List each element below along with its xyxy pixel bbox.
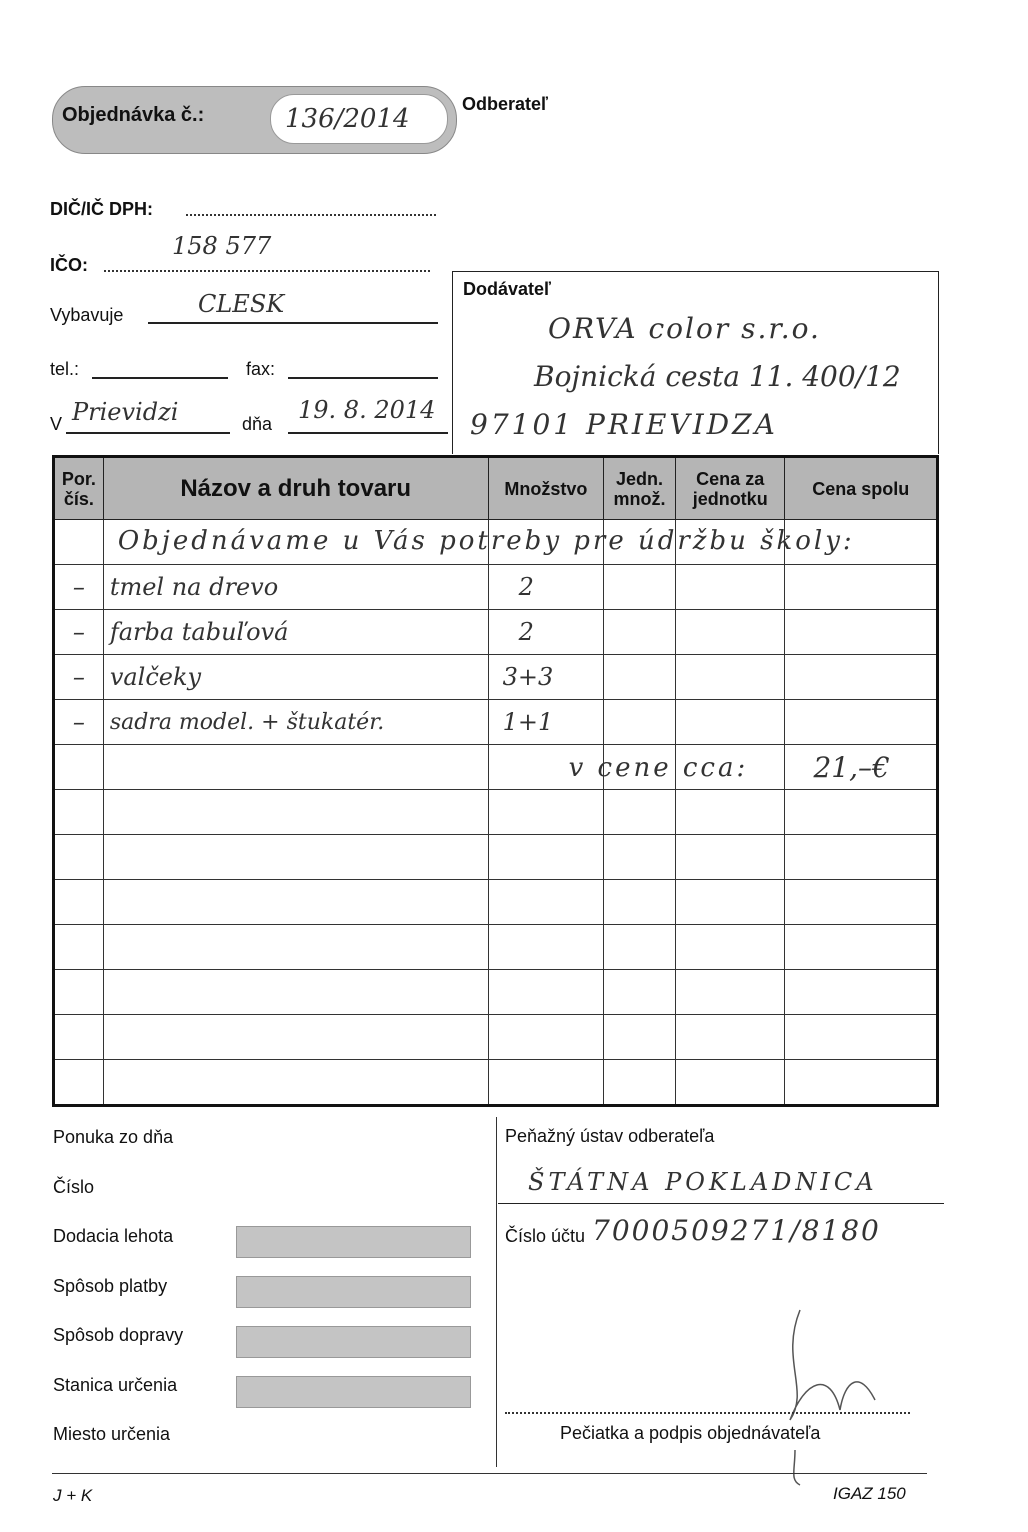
col-header-number: Por. čís. (54, 457, 104, 520)
col-header-unit-price: Cena za jednotku (675, 457, 785, 520)
table-row (54, 565, 938, 610)
table-row (54, 1015, 938, 1060)
order-number-label: Objednávka č.: (62, 104, 205, 126)
item-quantity: 2 (488, 565, 604, 610)
table-row (54, 835, 938, 880)
col-header-name: Názov a druh tovaru (103, 457, 488, 520)
table-row (54, 790, 938, 835)
date-label: dňa (242, 414, 273, 434)
fax-line (288, 377, 438, 379)
supplier-address: Bojnická cesta 11. 400/12 (534, 360, 901, 393)
item-name: farba tabuľová (103, 610, 488, 655)
col-header-unit: Jedn. množ. (604, 457, 676, 520)
section-divider (496, 1117, 497, 1467)
item-name: sadra model. + štukatér. (103, 700, 488, 745)
offer-number-label: Číslo (53, 1177, 95, 1197)
row-number: – (54, 565, 104, 610)
ico-value: 158 577 (172, 232, 272, 260)
row-number: – (54, 655, 104, 700)
offer-date-label: Ponuka zo dňa (53, 1127, 174, 1147)
stamp-signature-line (505, 1412, 910, 1414)
account-value: 7000509271/8180 (592, 1214, 881, 1247)
footer-left: J + K (53, 1486, 93, 1505)
ico-line (104, 270, 430, 272)
bank-label: Peňažný ústav odberateľa (505, 1126, 715, 1146)
transport-method-field (236, 1326, 471, 1358)
table-row (54, 745, 938, 790)
col-header-quantity: Množstvo (488, 457, 604, 520)
date-value: 19. 8. 2014 (298, 396, 436, 424)
signature (770, 1300, 910, 1490)
delivery-term-label: Dodacia lehota (53, 1226, 174, 1246)
account-label: Číslo účtu (505, 1226, 586, 1246)
supplier-city: 97101 PRIEVIDZA (470, 408, 778, 441)
order-number-value: 136/2014 (285, 104, 410, 134)
payment-method-field (236, 1276, 471, 1308)
footer-divider (52, 1473, 927, 1474)
supplier-name: ORVA color s.r.o. (548, 312, 821, 345)
row-number: – (54, 610, 104, 655)
transport-method-label: Spôsob dopravy (53, 1325, 184, 1345)
col-header-total-price: Cena spolu (785, 457, 938, 520)
item-quantity: 1+1 (488, 700, 604, 745)
handled-by-label: Vybavuje (50, 305, 124, 325)
price-note: v cene cca: (568, 753, 749, 783)
item-name: valčeky (103, 655, 488, 700)
tel-label: tel.: (50, 359, 80, 379)
bank-line (498, 1203, 944, 1204)
supplier-heading: Dodávateľ (463, 279, 551, 299)
table-row (54, 700, 938, 745)
footer-right: IGAZ 150 (833, 1484, 906, 1503)
dic-line (186, 214, 436, 216)
place-prefix: V (50, 414, 63, 434)
row-number: – (54, 700, 104, 745)
table-row (54, 880, 938, 925)
destination-station-field (236, 1376, 471, 1408)
fax-label: fax: (246, 359, 276, 379)
destination-place-label: Miesto určenia (53, 1424, 171, 1444)
table-row (54, 1060, 938, 1106)
payment-method-label: Spôsob platby (53, 1276, 168, 1296)
table-header-row (54, 457, 938, 520)
table-row (54, 925, 938, 970)
bank-value: ŠTÁTNA POKLADNICA (528, 1168, 878, 1196)
tel-line (92, 377, 228, 379)
destination-station-label: Stanica určenia (53, 1375, 178, 1395)
intro-text: Objednávame u Vás potreby pre údržbu školy: (117, 526, 855, 556)
item-quantity: 2 (488, 610, 604, 655)
delivery-term-field (236, 1226, 471, 1258)
handled-by-line (148, 322, 438, 324)
table-row (54, 520, 938, 565)
item-quantity: 3+3 (488, 655, 604, 700)
customer-heading: Odberateľ (462, 94, 548, 114)
stamp-signature-label: Pečiatka a podpis objednávateľa (560, 1423, 821, 1443)
ico-label: IČO: (50, 255, 88, 275)
table-row (54, 610, 938, 655)
table-row (54, 655, 938, 700)
items-table (52, 455, 939, 1107)
item-name: tmel na drevo (103, 565, 488, 610)
place-value: Prievidzi (72, 398, 179, 426)
date-line (288, 432, 448, 434)
table-row (54, 970, 938, 1015)
price-total: 21,–€ (785, 745, 938, 790)
dic-label: DIČ/IČ DPH: (50, 199, 153, 219)
place-line (66, 432, 230, 434)
handled-by-value: CLESK (198, 290, 285, 318)
